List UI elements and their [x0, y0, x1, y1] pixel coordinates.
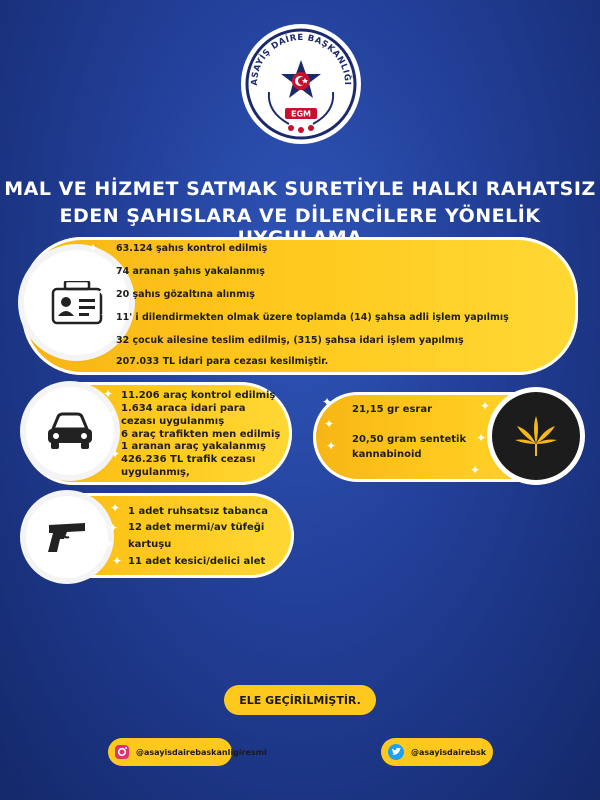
- police-emblem-logo: [239, 22, 363, 146]
- cannabis-leaf-icon: [513, 414, 559, 458]
- persons-stat-1: 63.124 şahıs kontrol edilmiş: [116, 243, 268, 254]
- vehicles-stat-2: 1.634 araca idari para: [121, 403, 246, 414]
- sparkle-icon: ✦: [108, 407, 119, 421]
- weapons-icon-circle: [26, 496, 108, 578]
- twitter-handle: @asayisdairebsk: [411, 747, 487, 757]
- sparkle-icon: ✦: [470, 463, 481, 477]
- page-title-line-2: EDEN ŞAHISLARA VE DİLENCİLERE YÖNELİK: [59, 205, 541, 227]
- sparkle-icon: ✦: [326, 439, 337, 453]
- drugs-stat-1: 21,15 gr esrar: [352, 404, 433, 415]
- drugs-stat-2: 20,50 gram sentetik: [352, 434, 467, 445]
- persons-stat-4: 11' i dilendirmekten olmak üzere toplamda (14) şahsa adli işlem yapılmış: [116, 312, 509, 323]
- weapons-stat-2: 12 adet mermi/av tüfeği: [128, 522, 265, 533]
- vehicles-stat-5: 1 aranan araç yakalanmış: [121, 441, 266, 452]
- sparkle-icon: ✦: [480, 399, 491, 413]
- weapons-stat-4: 11 adet kesici/delici alet: [128, 556, 266, 567]
- sparkle-icon: ✦: [91, 263, 102, 277]
- weapons-stat-3: kartuşu: [128, 539, 172, 550]
- persons-stat-3: 20 şahıs gözaltına alınmış: [116, 289, 255, 300]
- weapons-stat-1: 1 adet ruhsatsız tabanca: [128, 506, 268, 517]
- sparkle-icon: ✦: [324, 417, 335, 431]
- sparkle-icon: ✦: [88, 241, 99, 255]
- vehicles-stat-1: 11.206 araç kontrol edilmiş: [121, 390, 276, 401]
- persons-stat-5: 32 çocuk ailesine teslim edilmiş, (315) şahsa idari işlem yapılmış: [116, 335, 464, 346]
- instagram-icon: [114, 743, 130, 761]
- sparkle-icon: ✦: [100, 308, 111, 322]
- drugs-stat-3: kannabinoid: [352, 449, 422, 460]
- sparkle-icon: ✦: [112, 554, 123, 568]
- sparkle-icon: ✦: [110, 447, 121, 461]
- persons-stat-2: 74 aranan şahıs yakalanmış: [116, 266, 265, 277]
- twitter-icon: [387, 743, 405, 761]
- vehicles-icon-circle: [26, 387, 117, 475]
- car-icon: [45, 411, 95, 451]
- sparkle-icon: ✦: [476, 431, 487, 445]
- instagram-link[interactable]: [108, 738, 267, 766]
- twitter-link[interactable]: [381, 738, 493, 766]
- drugs-icon-circle: [492, 392, 580, 480]
- vehicles-stat-4: 6 araç trafikten men edilmiş: [121, 429, 281, 440]
- sparkle-icon: ✦: [104, 537, 115, 551]
- sparkle-icon: ✦: [110, 501, 121, 515]
- sparkle-icon: ✦: [103, 387, 114, 401]
- sparkle-icon: ✦: [108, 521, 119, 535]
- pistol-icon: [45, 519, 89, 555]
- persons-icon-circle: [24, 250, 129, 355]
- instagram-handle: @asayisdairebaskanligiresmi: [136, 747, 267, 757]
- svg-text:ASAYİŞ DAİRE BAŞKANLIĞI: ASAYİŞ DAİRE BAŞKANLIĞI: [249, 32, 353, 86]
- vehicles-stat-3: cezası uygulanmış: [121, 416, 225, 427]
- id-card-icon: [51, 281, 103, 325]
- vehicles-stat-7: uygulanmış,: [121, 467, 190, 478]
- sparkle-icon: ✦: [97, 285, 108, 299]
- page-title-line-1: MAL VE HİZMET SATMAK SURETİYLE HALKI RAHATSIZ: [4, 178, 596, 200]
- seized-banner: ELE GEÇİRİLMİŞTİR.: [224, 685, 376, 715]
- sparkle-icon: ✦: [106, 429, 117, 443]
- vehicles-stat-6: 426.236 TL trafik cezası: [121, 454, 256, 465]
- sparkle-icon: ✦: [97, 330, 108, 344]
- persons-stat-6: 207.033 TL idari para cezası kesilmiştir.: [116, 356, 329, 367]
- svg-text:EGM: EGM: [291, 109, 311, 119]
- sparkle-icon: ✦: [322, 395, 333, 409]
